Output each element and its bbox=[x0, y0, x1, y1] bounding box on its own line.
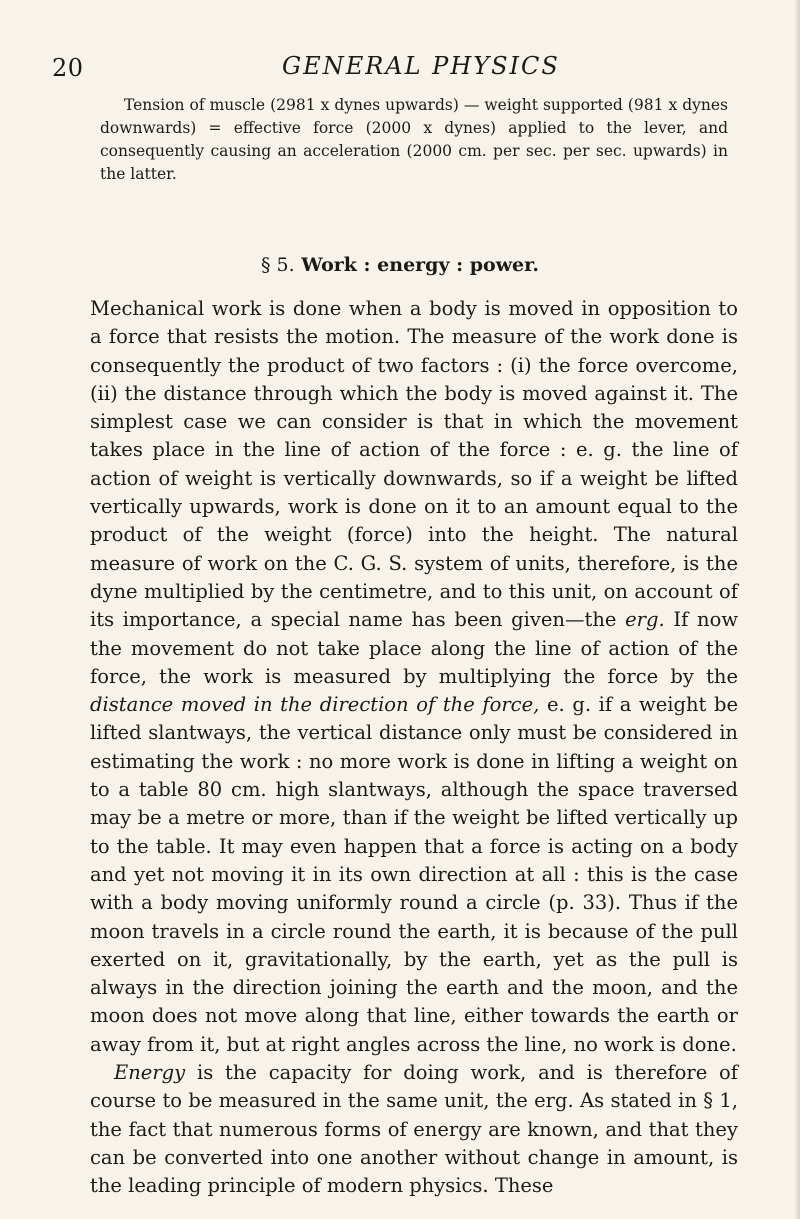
emphasis-distance: distance moved in the direction of the force, bbox=[90, 693, 540, 717]
body-text bbox=[90, 295, 738, 1201]
running-head: GENERAL PHYSICS bbox=[282, 52, 560, 80]
section-heading bbox=[0, 254, 800, 276]
paragraph-work-part-b: If now the movement do not take place along the line of action of the force, the work is measured by multiplying the force by the bbox=[90, 608, 739, 688]
paragraph-work-part-c: e. g. if a weight be lifted slantways, the vertical distance only must be considered in estimating the work : no more work is done in lifting a weight on to a table 80 cm. high slantways, although the space traversed may be a metre or more, than if the weight be lifted vertically up to the table. It may even happen that a force is acting on a body and yet not moving it in its own direction at all : this is the case with a body moving uniformly round a circle (p. 33). Thus if the moon travels in a circle round the earth, it is because of the pull exerted on it, gravitationally, by the earth, yet as the pull is always in the direction joining the earth and the moon, and the moon does not move along that line, either towards the earth or away from it, but at right angles across the line, no work is done. bbox=[90, 693, 738, 1056]
erg-term: erg. bbox=[625, 608, 665, 632]
page-header bbox=[52, 48, 752, 88]
section-title: Work : energy : power. bbox=[301, 254, 540, 276]
paragraph-energy bbox=[90, 1059, 738, 1200]
paragraph-work-part-a: Mechanical work is done when a body is moved in opposition to a force that resists the motion. The measure of the work done is consequently the product of two factors : (i) the force overcome, (ii) the distance through which the body is moved against it. The simplest case we can consider is that in which the movement takes place in the line of action of the force : e. g. the line of action of weight is vertically downwards, so if a weight be lifted vertically upwards, work is done on it to an amount equal to the product of the weight (force) into the height. The natural measure of work on the C. G. S. system of units, therefore, is the dyne multiplied by the centimetre, and to this unit, on account of its importance, a special name has been given—the bbox=[90, 297, 738, 632]
paragraph-energy-rest: is the capacity for doing work, and is therefore of course to be measured in the same unit, the erg. As stated in § 1, the fact that numerous forms of energy are known, and that they can be converted into one another without change in amount, is the leading principle of modern physics. These bbox=[90, 1061, 738, 1198]
page-number: 20 bbox=[52, 54, 84, 82]
paragraph-work bbox=[90, 295, 738, 1059]
intro-paragraph: Tension of muscle (2981 x dynes upwards) — weight supported (981 x dynes downwards) = effective force (2000 x dynes) applied to the lever, and consequently causing an acceleration (2000 cm. per sec. per sec. upwards) in the latter. bbox=[100, 96, 728, 183]
page-edge-shadow bbox=[794, 0, 800, 1219]
energy-term: Energy bbox=[114, 1061, 186, 1085]
section-symbol: § 5. bbox=[260, 254, 295, 276]
